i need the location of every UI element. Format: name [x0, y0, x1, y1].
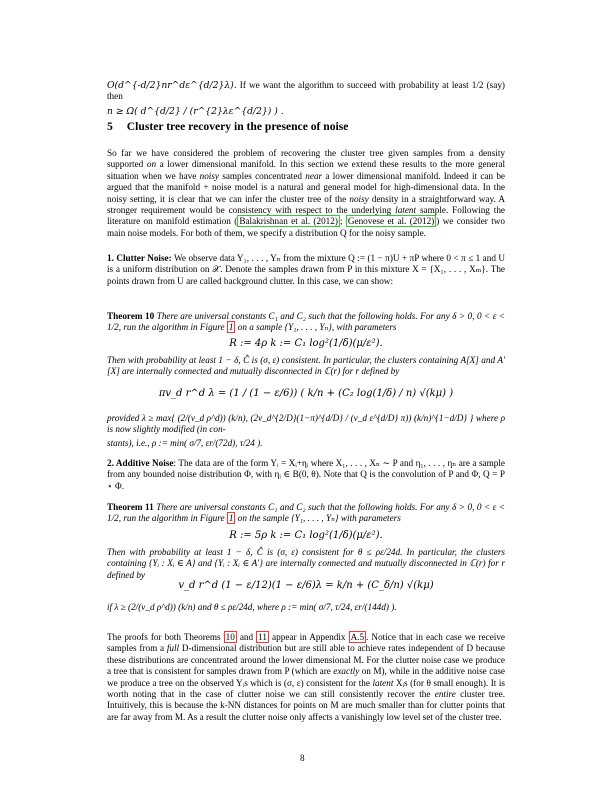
theorem-10-ref-link[interactable]: 10: [225, 632, 235, 642]
closing-paragraph: [107, 632, 505, 723]
theorem-11-text: There are universal constants C₁ and C₂ such that the following holds. For any δ > 0, 0 < ε < 1/2, run the algorithm in Figure: [107, 502, 506, 524]
appendix-ref-link[interactable]: A.5: [350, 632, 365, 642]
carryover-paragraph: [107, 80, 505, 117]
theorem-10-equation-1: R := 4ρ k := C₁ log²(1/δ)(μ/ε²).: [229, 338, 383, 349]
carryover-text: If we want the algorithm to succeed with probability at least 1/2 (say) then: [107, 80, 505, 102]
citation-link-genovese[interactable]: Genovese et al. (2012): [347, 216, 435, 227]
closing-text: The proofs for both Theorems: [107, 632, 224, 642]
theorem-11-proviso-text: if λ ≥ (2/(v_d ρ^d)) (k/n) and θ ≤ ρε/24d, where ρ := min( σ/7, τ/24, εr/(144d) ).: [107, 602, 397, 612]
closing-text: appear in Appendix: [269, 632, 349, 642]
section-heading: [107, 120, 348, 133]
closing-text: . Notice that in each case we receive samples from a: [107, 632, 505, 654]
intro-text: sample. Following the literature on manifold estimation (: [107, 205, 505, 227]
theorem-10-consequence: [107, 355, 505, 378]
theorem-11-consequence: [107, 547, 505, 581]
clutter-noise-label: 1. Clutter Noise:: [107, 253, 172, 263]
closing-text: D-dimensional distribution but are still able to achieve rates independent of D because these distributions are concentrated around the lower dimensional M. For the clutter noise case we produce a tree that is consistent for samples drawn from P (which are: [107, 643, 505, 677]
clutter-noise-paragraph: [107, 253, 505, 287]
figure-ref-link[interactable]: 1: [228, 322, 234, 333]
intro-text: density in a straightforward way. A stronger requirement would be consistency with respect to the underlying: [107, 193, 505, 216]
citation-link-balakrishnan[interactable]: Balakrishnan et al. (2012): [239, 216, 338, 227]
theorem-11-text: on the sample {Y₁, . . . , Yₙ} with parameters: [235, 513, 401, 524]
carryover-math-1: O(d^{-d/2}nr^dε^{d/2}λ).: [107, 80, 237, 91]
additive-noise-label: 2. Additive Noise: [107, 458, 174, 468]
theorem-11-equation-1: R := 5ρ k := C₁ log²(1/δ)(μ/ε²).: [229, 530, 383, 541]
theorem-10-proviso: [107, 413, 505, 449]
theorem-11-ref-link[interactable]: 11: [258, 632, 268, 642]
section-title: Cluster tree recovery in the presence of noise: [126, 120, 349, 133]
intro-emph-near: near: [305, 170, 323, 181]
theorem-10-rho-definition: stants), i.e., ρ := min( σ/7, εr/(72d), τ/24 ).: [107, 437, 263, 448]
intro-text: samples concentrated: [219, 170, 306, 181]
theorem-10-label: Theorem 10: [107, 311, 155, 321]
closing-emph-full: full: [166, 643, 180, 654]
theorem-10-text: There are universal constants C₁ and C₂ such that the following holds. For any δ > 0, 0 < ε < 1/2, run the algorithm in Figure: [107, 311, 506, 333]
theorem-11-proviso: [107, 602, 505, 613]
intro-text: ;: [339, 216, 346, 227]
intro-text: a lower dimensional manifold. Indeed it can be argued that the manifold + noise model is a natural and general model for high-dimensional data. In the noisy setting, it is clear that we can infer the cluster tree of the: [107, 170, 505, 204]
closing-emph-latent: latent: [372, 677, 394, 688]
theorem-10: [107, 311, 505, 334]
theorem-10-equation-2: πv_d r^d λ = (1 / (1 − ε/6)) ( k/n + (C₂ log(1/δ) / n) √(kμ) ): [158, 388, 454, 399]
intro-emph-latent: latent: [395, 205, 417, 216]
page-number: 8: [300, 753, 305, 763]
theorem-10-text: on a sample {Y₁, . . . , Yₙ}, with parameters: [235, 322, 397, 333]
closing-emph-exactly: exactly: [333, 666, 360, 677]
intro-text: ) we consider two main noise models. For both of them, we specify a distribution Q for the noisy sample.: [107, 216, 506, 238]
closing-emph-entire: entire: [434, 689, 456, 700]
closing-text: cluster tree. Intuitively, this is because the k-NN distances for points on M are much smaller than for clutter points that are far away from M. As a result the clutter noise only affects a vanishingly low level set of the cluster tree.: [107, 689, 505, 722]
intro-emph-noisy: noisy: [349, 193, 369, 204]
intro-paragraph: [107, 148, 505, 239]
additive-noise-text: : The data are of the form Yᵢ = Xᵢ+ηᵢ where X₁, . . . , Xₙ ∼ P and η₁, . . . , ηₙ are a sample from any bounded noise distribution Φ, with ηᵢ ∈ B(0, θ). Note that Q is the convolution of P and Φ, Q = P ⋆ Φ.: [107, 458, 505, 491]
intro-emph-noisy: noisy: [199, 170, 219, 181]
intro-text: a lower dimensional manifold. In this section we extend these results to the more general situation when we have: [107, 159, 505, 181]
section-number: 5: [107, 120, 113, 133]
closing-text: on M), while in the additive noise case we produce a tree on the observed Yᵢs which is (σ, ε) consistent for the: [107, 666, 505, 688]
figure-ref-link[interactable]: 1: [228, 513, 234, 524]
intro-emph-on: on: [146, 159, 157, 170]
theorem-11: [107, 502, 505, 525]
theorem-11-consequence-text: Then with probability at least 1 − δ, Ĉ is (σ, ε) consistent for θ ≤ ρε/24d. In particular, the clusters containing {Yᵢ : Xᵢ ∈ A} and {Yᵢ : Xᵢ ∈ A′} are internally connected and mutually disconnected in ℂ(r) for r defined by: [107, 547, 505, 580]
clutter-noise-text: We observe data Y₁, . . . , Yₙ from the mixture Q := (1 − π)U + πP where 0 < π ≤ 1 and U is a uniform distribution on 𝒳. Denote the samples drawn from P in this mixture X = {X₁, . . . , Xₘ}. The points drawn from U are called background clutter. In this case, we can show:: [107, 253, 505, 286]
closing-text: Xᵢs (for θ small enough). It is worth noting that in the case of clutter noise we can still consistently recover the: [107, 677, 505, 700]
carryover-math-2: n ≥ Ω( d^{d/2} / (r^{2}λε^{d/2}) ) .: [107, 105, 284, 117]
additive-noise-paragraph: [107, 458, 505, 492]
closing-text: and: [236, 632, 257, 642]
theorem-11-equation-2: v_d r^d (1 − ε/12)(1 − ε/6)λ = k/n + (C_δ/n) √(kμ): [178, 580, 434, 591]
theorem-11-label: Theorem 11: [107, 502, 154, 512]
theorem-10-proviso-text: provided λ ≥ max{ (2/(v_d ρ^d)) (k/n), (2v_d^{2/D}(1−π)^{d/D} / (v_d ε^{d/D} π)) (k/n)^{1−d/D} } where ρ is now slightly modified (in con-: [107, 413, 505, 435]
intro-text: So far we have considered the problem of recovering the cluster tree given samples from a density supported: [107, 148, 505, 170]
theorem-10-consequence-text: Then with probability at least 1 − δ, Ĉ is (σ, ε) consistent. In particular, the clusters containing A[X] and A′[X] are internally connected and mutually disconnected in ℂ(r) for r defined by: [107, 355, 505, 377]
